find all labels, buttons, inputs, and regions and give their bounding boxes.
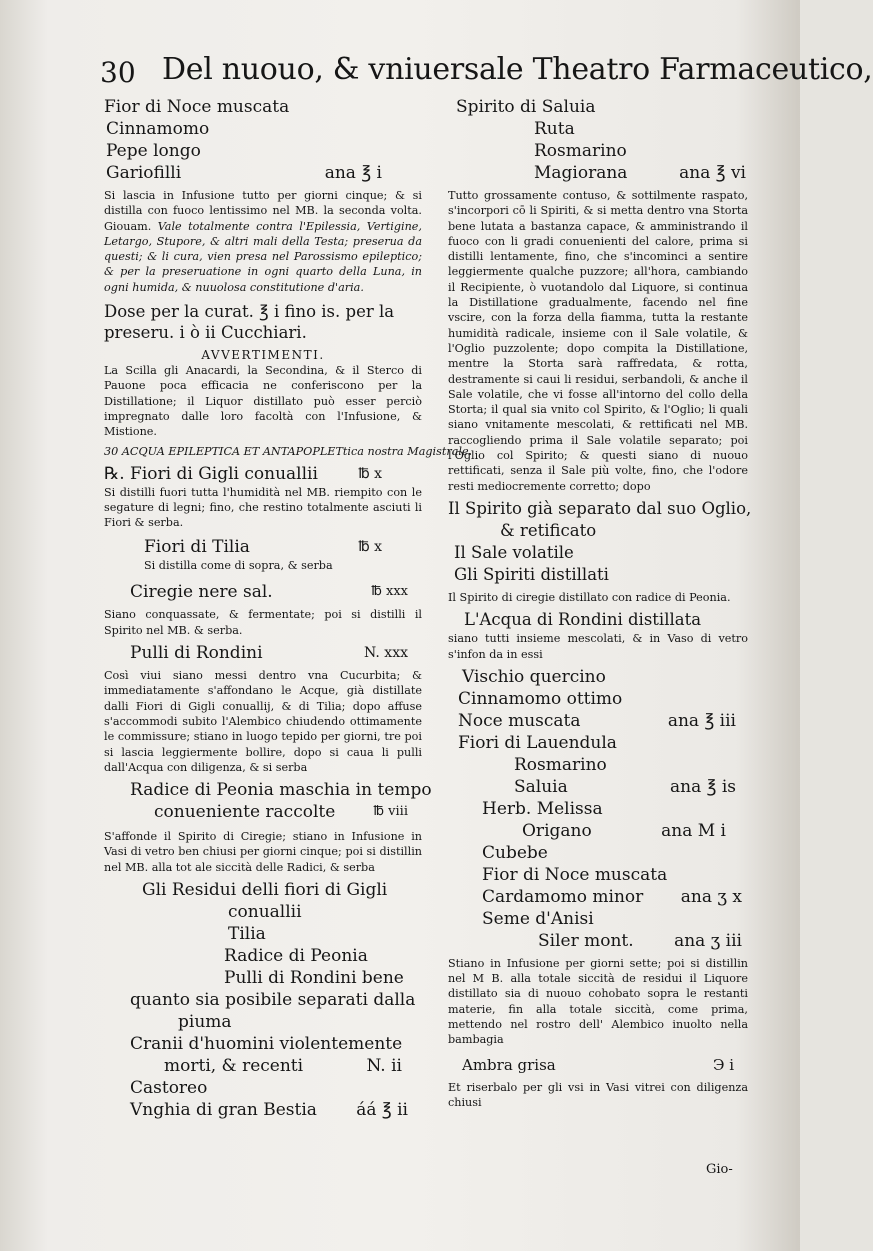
ingredient: Radice di Peonia maschia in tempo: [130, 780, 432, 801]
ingredient-line: [104, 1055, 422, 1077]
quantity: ana ℥ iii: [667, 710, 736, 731]
ingredient: Pulli di Rondini: [130, 643, 263, 664]
recipe-title: ACQUA EPILEPTICA ET ANTAPOPLETtica nostra Magistrale.: [121, 444, 473, 458]
ingredient-line: [448, 710, 748, 732]
ingredient: Siler mont.: [538, 930, 634, 951]
ingredient-line: [104, 581, 422, 603]
running-title: Del nuouo, & vniuersale Theatro Farmaceutico,: [162, 52, 873, 87]
paragraph: siano tutti insieme mescolati, & in Vaso di vetro s'infon da in essi: [448, 632, 748, 661]
quantity: ana M i: [661, 820, 726, 841]
ingredient: Herb. Melissa: [482, 798, 603, 819]
quantity: ℔ viii: [373, 804, 408, 820]
paragraph: Così viui siano messi dentro vna Cucurbita; & immediatamente s'affondano le Acque, già distillate dalli Fiori di Gigli conuallij, & di Tilia; dopo affuse s'accommodi subito l'Alembico chiudendo ottimamente le commissure; stiano in luogo tepido per giorni, tre poi si lascia leggiermente bollire, dopo si caua li pulli dall'Acqua con diligenza, & si serba: [104, 669, 422, 774]
recipe-heading: [104, 444, 473, 459]
ingredient: Il Spirito già separato dal suo Oglio,: [448, 498, 752, 518]
left-column: [104, 96, 473, 1121]
page-header: [100, 44, 873, 94]
ingredient: piuma: [178, 1012, 232, 1033]
ingredient-line: [448, 930, 748, 952]
recipe-number: 30: [104, 444, 119, 458]
ingredient-line: [104, 536, 422, 558]
quantity: ana ℥ vi: [679, 163, 746, 183]
quantity: ℔ xxx: [371, 584, 408, 600]
ingredient-line: [104, 801, 422, 823]
paragraph: Il Spirito di ciregie distillato con radice di Peonia.: [448, 590, 731, 604]
ingredient: Gli Residui delli fiori di Gigli: [142, 880, 388, 901]
ingredient: quanto sia posibile separati dalla: [130, 990, 416, 1011]
quantity: ana ℥ is: [669, 776, 736, 797]
ingredient-line: [104, 642, 422, 664]
ingredient-line: [448, 776, 748, 798]
ingredient: Il Sale volatile: [454, 542, 574, 562]
ingredient: conuallii: [228, 902, 302, 923]
ingredient: Pepe longo: [106, 141, 201, 161]
right-column: [448, 96, 752, 1110]
paragraph: La Scilla gli Anacardi, la Secondina, & il Sterco di Pauone poca efficacia ne conferiscono per la Distillatione; il Liquor distillato può esser perciò impregnato dalle loro facoltà con l'Infusione, & Mistione.: [104, 364, 422, 439]
ingredient: Ambra grisa: [462, 1055, 556, 1074]
ingredient: Fiori di Lauendula: [458, 732, 617, 753]
ingredient: Saluia: [514, 776, 568, 797]
ingredient: & retificato: [500, 520, 597, 540]
paragraph: Si distilla come di sopra, & serba: [144, 559, 333, 573]
ingredient-line: [448, 886, 748, 908]
quantity: ℔ x: [358, 539, 382, 556]
ingredient: Origano: [522, 820, 592, 841]
ingredient: Pulli di Rondini bene: [224, 968, 404, 989]
ingredient-line: [104, 1099, 422, 1121]
ingredient-line: [448, 1054, 748, 1076]
paragraph-text: Si lascia in Infusione tutto per giorni cinque; & si distilla con fuoco lentissimo nel MB. la seconda volta. Giouam.: [104, 189, 422, 233]
page-number: 30: [100, 56, 136, 89]
ingredient: Cardamomo minor: [482, 886, 644, 907]
paragraph: [104, 188, 422, 295]
ingredient: L'Acqua di Rondini distillata: [464, 610, 702, 630]
ingredient-line: [448, 820, 748, 842]
ingredient: ℞. Fiori di Gigli conuallii: [104, 463, 318, 484]
ingredient: Rosmarino: [534, 141, 627, 161]
ingredient: Ruta: [534, 119, 575, 139]
paragraph: S'affonde il Spirito di Ciregie; stiano in Infusione in Vasi di vetro ben chiusi per giorni cinque; poi si distillin nel MB. alla tot ale siccità delle Radici, & serba: [104, 830, 422, 874]
paragraph: Et riserbalo per gli vsi in Vasi vitrei con diligenza chiusi: [448, 1080, 748, 1109]
quantity: N. xxx: [364, 645, 408, 662]
ingredient: Noce muscata: [458, 710, 581, 731]
ingredient: Castoreo: [130, 1078, 208, 1099]
ingredient: Cinnamomo: [106, 119, 210, 139]
paragraph-italic: Vale totalmente contra l'Epilessia, Vertigine, Letargo, Stupore, & altri mali della Testa; preserua da questi; & li cura, vien presa nel Parossismo epileptico; & per la preseruatione in ogni quarto della Luna, in ogni humida, & nuuolosa constitutione d'aria.: [104, 219, 422, 294]
quantity: ℔ x: [358, 465, 382, 482]
ingredient: Vischio quercino: [462, 666, 606, 687]
ingredient: Tilia: [228, 924, 266, 945]
ingredient: Cranii d'huomini violentemente: [130, 1034, 403, 1055]
ingredient: Ciregie nere sal.: [130, 582, 273, 603]
ingredient-line: [104, 463, 422, 485]
ingredient: Rosmarino: [514, 754, 607, 775]
ingredient: Seme d'Anisi: [482, 908, 594, 929]
ingredient-line: [448, 162, 748, 184]
ingredient: Radice di Peonia: [224, 946, 368, 967]
ingredient: Gariofilli: [106, 163, 182, 183]
quantity: ana ʒ x: [680, 886, 742, 907]
dose-line: Dose per la curat. ℥ i fino is. per la preseru. i ò ii Cucchiari.: [104, 302, 395, 343]
paragraph: Stiano in Infusione per giorni sette; poi si distillin nel M B. alla totale siccità de residui il Liquore distillato sia di nuouo cohobato sopra le restanti materie, fin alla totale siccità, come prima, mettendo nel rostro dell' Alembico inuolto nella bambagia: [448, 956, 748, 1047]
ingredient: Spirito di Saluia: [456, 97, 596, 117]
ingredient: Vnghia di gran Bestia: [130, 1100, 317, 1121]
paragraph: Tutto grossamente contuso, & sottilmente raspato, s'incorpori cō li Spiriti, & si metta dentro vna Storta bene lutata a bastanza capace, & amministrando il fuoco con li gradi conuenienti del calore, prima si distilli lentamente, fino, che s'incominci a sentire leggiermente qualche puzzore; all'hora, cambiando il Recipiente, ò vuotandolo dal Liquore, si continua la Distillatione gradualmente, facendo nel fine vscire, con la forza della fiamma, tutta la restante humidità radicale, insieme con il Sale volatile, & l'Oglio puzzolente; dopo compita la Distillatione, mentre la Storta sarà raffredata, & rotta, destramente si caui li residui, serbandoli, & anche il Sale volatile, che vi fosse all'intorno del collo della Storta; il qual sia vnito col Spirito, & l'Oglio; li quali siano vnitamente mescolati, & rettificati nel MB. raccogliendo prima il Sale volatile separato; poi l'Oglio col Spirito; & questi siano di nuouo rettificati, senza il Sale più volte, fino, che l'odore resti mediocremente corretto; dopo: [448, 189, 748, 493]
quantity: ana ʒ iii: [674, 930, 742, 951]
quantity: Э i: [712, 1055, 734, 1074]
ingredient: Gli Spiriti distillati: [454, 564, 609, 584]
ingredient: conueniente raccolte: [154, 802, 336, 823]
quantity: áá ℥ ii: [356, 1100, 408, 1121]
ingredient: Cubebe: [482, 842, 548, 863]
paragraph: Si distilli fuori tutta l'humidità nel MB. riempito con le segature di legni; fino, che restino totalmente asciuti li Fiori & serba.: [104, 485, 422, 530]
ingredient: Fior di Noce muscata: [482, 864, 668, 885]
ingredient: morti, & recenti: [164, 1056, 304, 1077]
ingredient: Cinnamomo ottimo: [458, 688, 623, 709]
catchword: Gio-: [706, 1162, 733, 1177]
ingredient: Fior di Noce muscata: [104, 97, 290, 117]
quantity: ana ℥ i: [324, 163, 382, 183]
ingredient-line: [104, 162, 422, 184]
section-heading: AVVERTIMENTI.: [201, 348, 325, 363]
paragraph: Siano conquassate, & fermentate; poi si distilli il Spirito nel MB. & serba.: [104, 608, 422, 637]
ingredient: Fiori di Tilia: [144, 537, 250, 558]
ingredient: Magiorana: [534, 163, 628, 183]
quantity: N. ii: [366, 1056, 402, 1077]
